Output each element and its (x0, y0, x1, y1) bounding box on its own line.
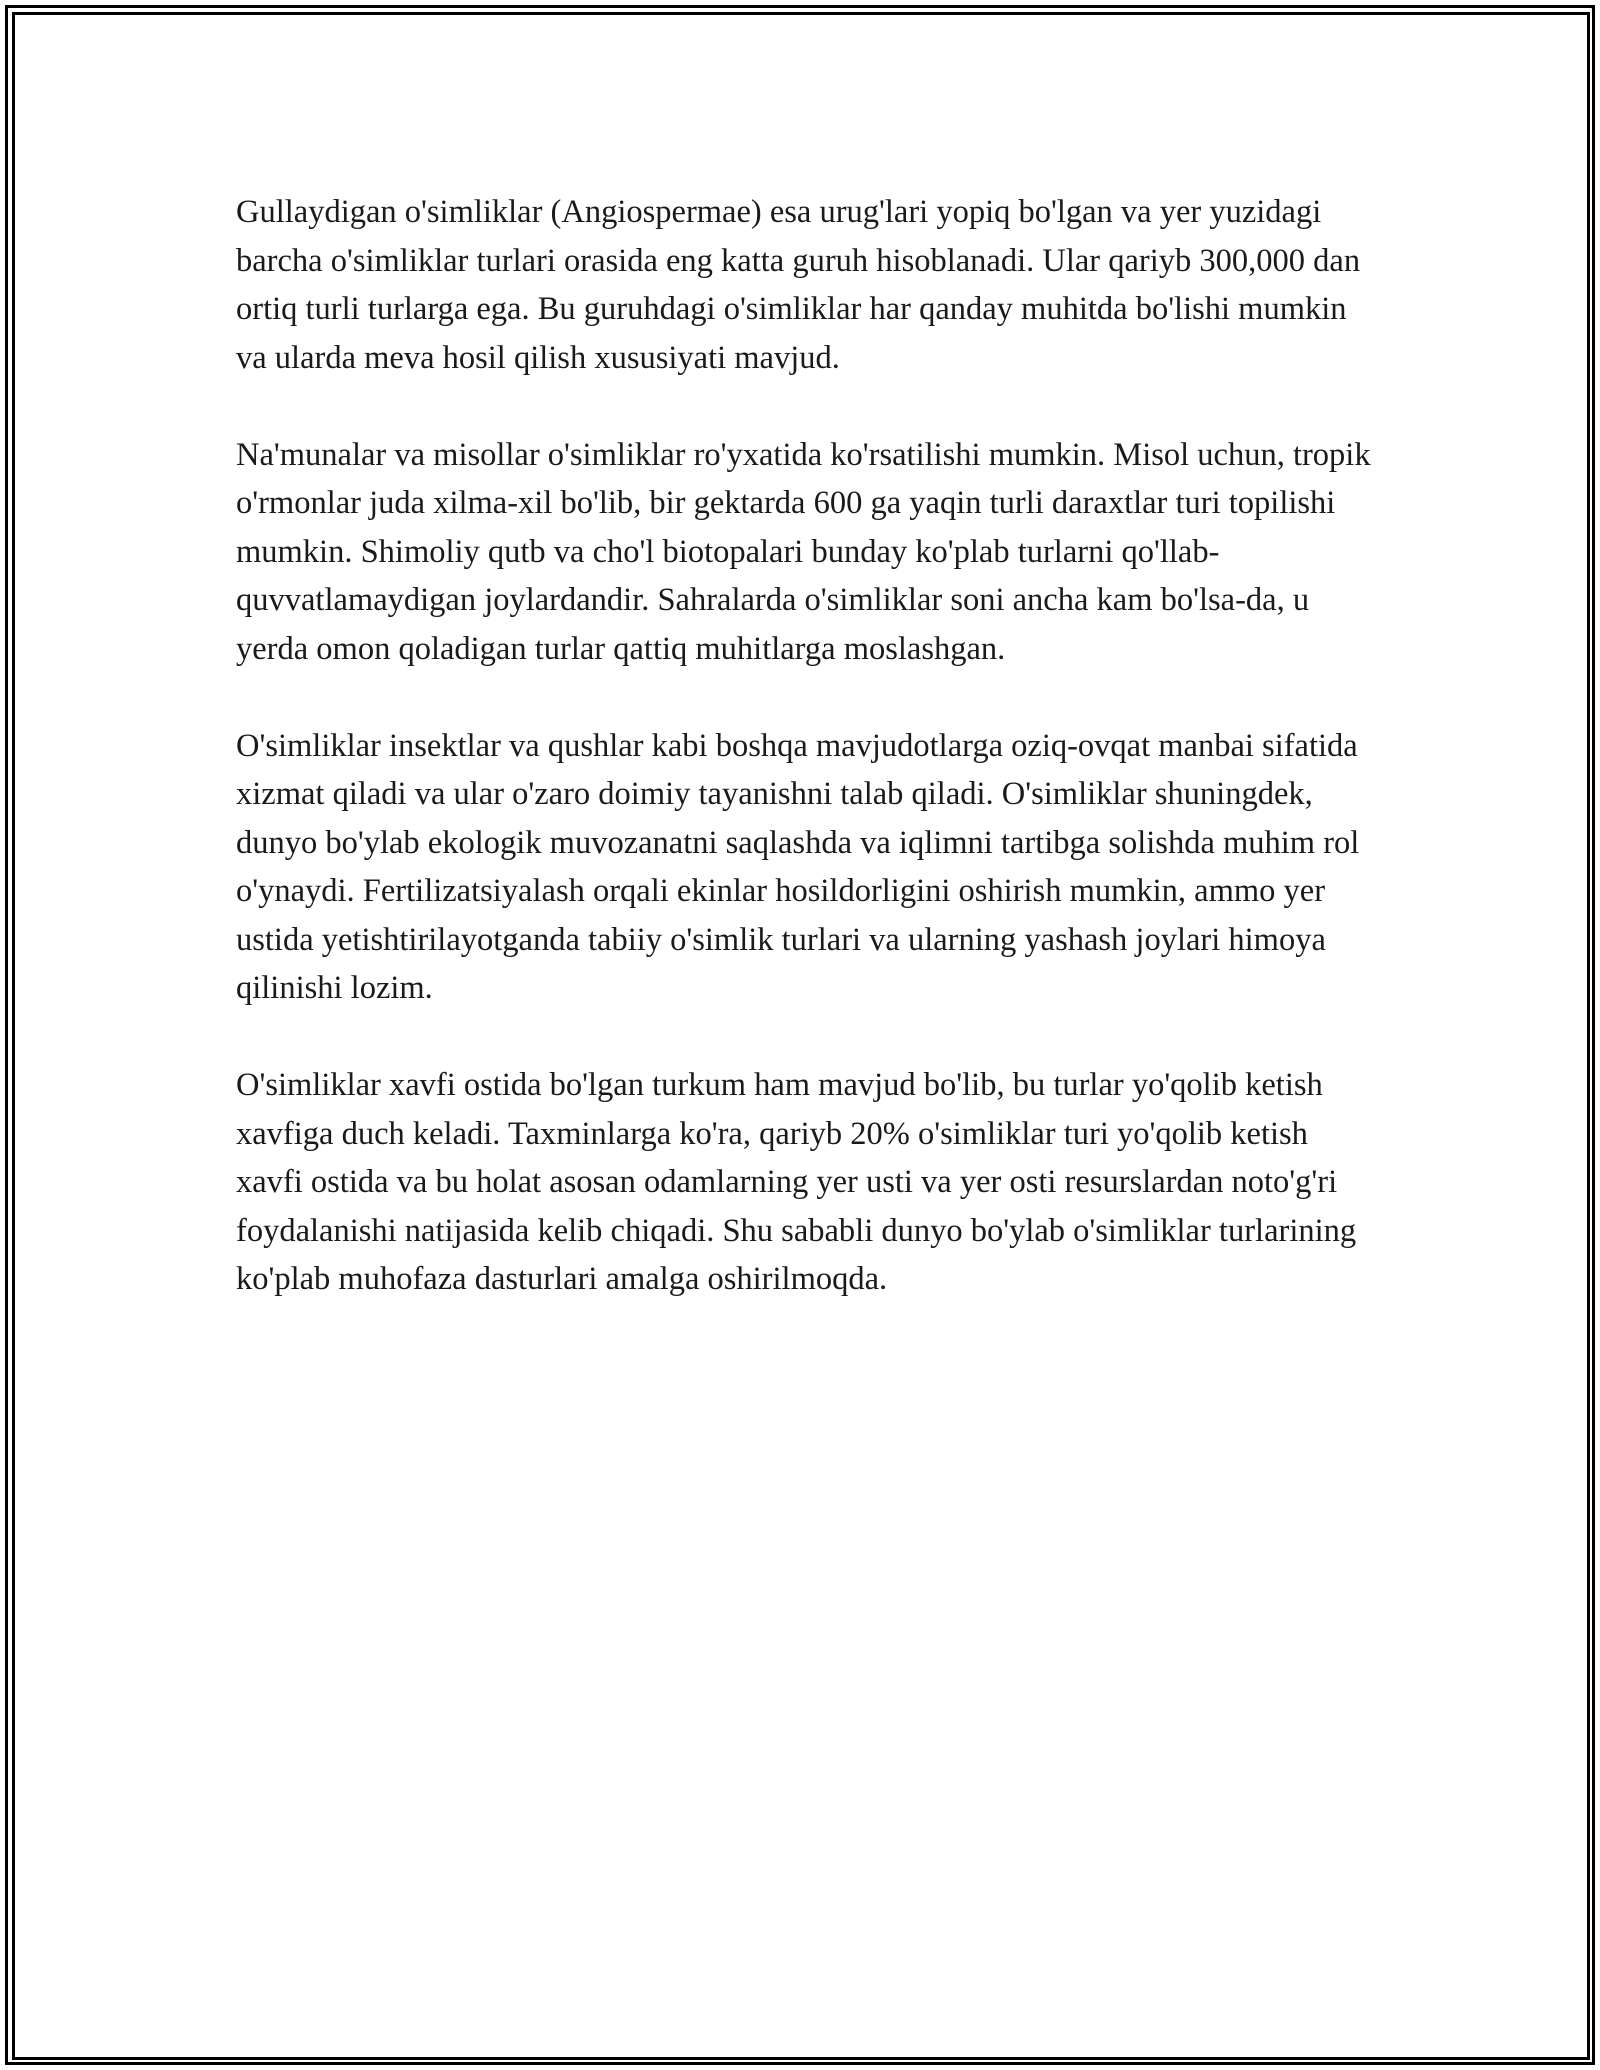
paragraph-4: O'simliklar xavfi ostida bo'lgan turkum ham mavjud bo'lib, bu turlar yo'qolib ketish xavfiga duch keladi. Taxminlarga ko'ra, qariyb 20% o'simliklar turi yo'qolib ketish xavfi ostida va bu holat asosan odamlarning yer usti va yer osti resurslardan noto'g'ri foydalanishi natijasida kelib chiqadi. Shu sababli dunyo bo'ylab o'simliklar turlarining ko'plab muhofaza dasturlari amalga oshirilmoqda. (236, 1067, 1357, 1297)
document-body (236, 188, 1376, 1352)
paragraph-1: Gullaydigan o'simliklar (Angiospermae) esa urug'lari yopiq bo'lgan va yer yuzidagi barcha o'simliklar turlari orasida eng katta guruh hisoblanadi. Ular qariyb 300,000 dan ortiq turli turlarga ega. Bu guruhdagi o'simliklar har qanday muhitda bo'lishi mumkin va ularda meva hosil qilish xususiyati mavjud. (236, 194, 1361, 376)
paragraph-3: O'simliklar insektlar va qushlar kabi boshqa mavjudotlarga oziq-ovqat manbai sifatida xizmat qiladi va ular o'zaro doimiy tayanishni talab qiladi. O'simliklar shuningdek, dunyo bo'ylab ekologik muvozanatni saqlashda va iqlimni tartibga solishda muhim rol o'ynaydi. Fertilizatsiyalash orqali ekinlar hosildorligini oshirish mumkin, ammo yer ustida yetishtirilayotganda tabiiy o'simlik turlari va ularning yashash joylari himoya qilinishi lozim. (236, 727, 1360, 1006)
paragraph-2: Na'munalar va misollar o'simliklar ro'yxatida ko'rsatilishi mumkin. Misol uchun, tropik o'rmonlar juda xilma-xil bo'lib, bir gektarda 600 ga yaqin turli daraxtlar turi topilishi mumkin. Shimoliy qutb va cho'l biotopalari bunday ko'plab turlarni qo'llab-quvvatlamaydigan joylardandir. Sahralarda o'simliklar soni ancha kam bo'lsa-da, u yerda omon qoladigan turlar qattiq muhitlarga moslashgan. (236, 436, 1371, 667)
